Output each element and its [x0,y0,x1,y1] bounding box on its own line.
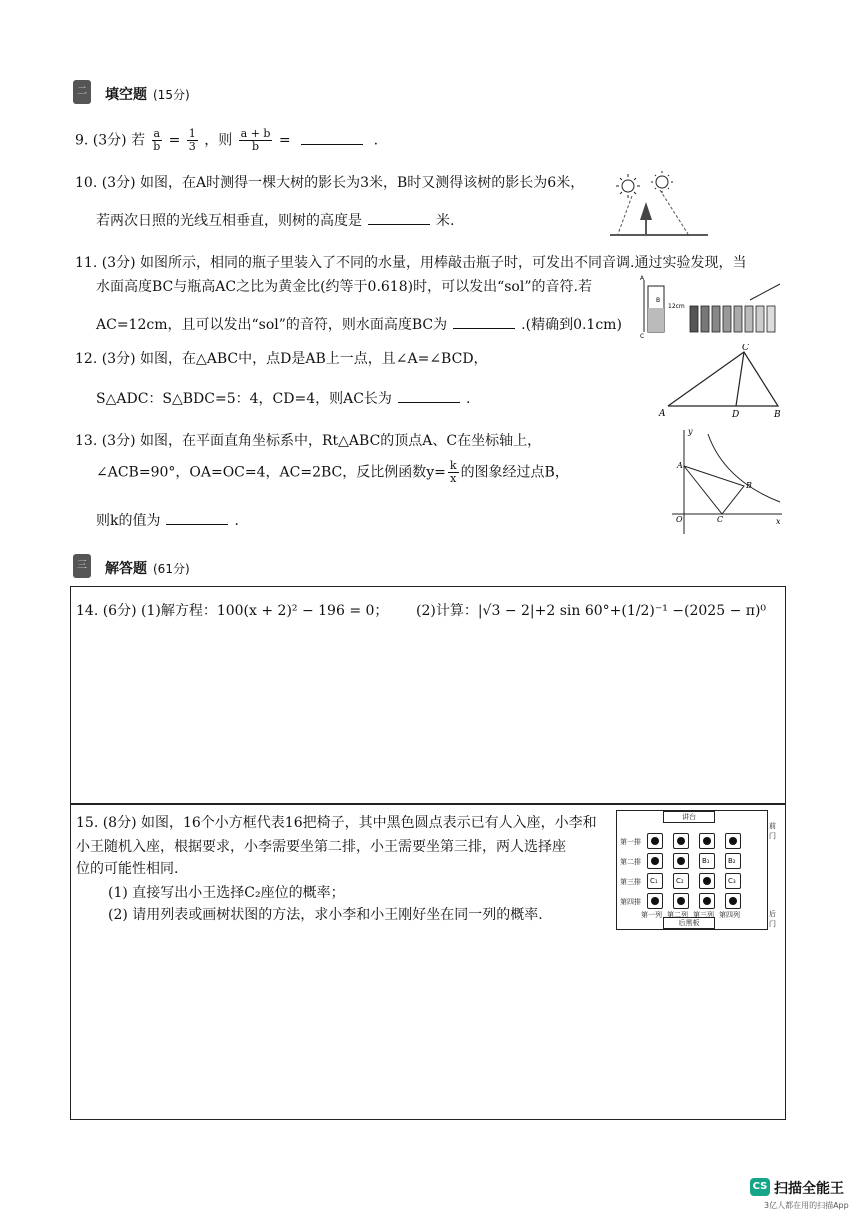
q13-text3: 则k的值为 [96,513,161,529]
q12-line2 [96,388,470,408]
q13-line1: 13. (3分) 如图，在平面直角坐标系中，Rt△ABC的顶点A、C在坐标轴上， [75,433,542,449]
q14-part1: 14. (6分) (1)解方程：100(x + 2)² − 196 = 0； [76,603,389,619]
q15-line1: 15. (8分) 如图，16个小方框代表16把椅子，其中黑色圆点表示已有人入座，小李和 [76,815,597,831]
num: a + b [240,127,271,140]
seat-occupied [673,893,689,909]
q12-text: S△ADC：S△BDC=5：4，CD=4，则AC长为 [96,391,392,407]
q11-text: AC=12cm，且可以发出“sol”的音符，则水面高度BC为 [96,317,448,333]
q13-text: ∠ACB=90°，OA=OC=4，AC=2BC，反比例函数y= [96,464,446,481]
q12-line1: 12. (3分) 如图，在△ABC中，点D是AB上一点，且∠A=∠BCD， [75,351,488,367]
q13-k-over-x [448,460,459,485]
q10-tree-figure [608,170,712,242]
q10-line2 [96,210,454,230]
bottle-height-label: 12cm [668,303,685,310]
q9-fraction-one-third [187,128,198,153]
answer-blank[interactable] [301,132,363,145]
q9-fraction-a-b [152,128,163,153]
section-title-fill [105,84,190,104]
section-badge-solve: 三 [73,554,91,578]
door-front: 前门 [769,822,776,840]
section-score: (61分) [153,562,190,576]
num: a [153,127,161,140]
svg-text:C: C [640,333,645,340]
seat-occupied [699,893,715,909]
q9-mid: ，则 [204,132,233,149]
row-label: 第四排 [620,898,641,906]
q11-end: .(精确到0.1cm) [521,317,622,333]
col-label: 第二列 [667,911,688,919]
label-x: x [776,517,781,526]
label-C: C [717,515,724,524]
q12-end: . [465,391,471,407]
footer-brand: 扫描全能王 [774,1181,844,1197]
seat-occupied [673,833,689,849]
q9-eq: = [168,132,181,149]
sun-icon [651,171,673,193]
seat-C2[interactable]: C₂ [673,873,689,889]
q9-fraction-ab-b [239,128,273,153]
q9-eq2: = [278,132,291,149]
back-board: 后黑板 [663,917,715,929]
footer-sub: 3亿人都在用的扫描App [764,1201,849,1210]
seat-occupied [647,833,663,849]
q15-sub1: (1) 直接写出小王选择C₂座位的概率； [108,885,345,901]
den: 3 [188,140,196,153]
q15-line3: 位的可能性相同. [76,861,179,877]
q13-line2 [96,460,569,485]
label-B: B [774,410,781,420]
label-A: A [659,409,666,419]
seat-occupied [673,853,689,869]
podium: 讲台 [663,811,715,823]
num: k [449,459,457,472]
label-y: y [688,427,693,436]
seat-B1[interactable]: B₁ [699,853,715,869]
question-9 [75,128,378,153]
door-back: 后门 [769,910,776,928]
q9-end: . [373,132,379,149]
seat-occupied [725,833,741,849]
q12-triangle-figure [656,344,786,422]
q9-prefix: 9. (3分) 若 [75,132,146,149]
section-title-solve [105,558,190,578]
den: b [153,140,161,153]
row-label: 第二排 [620,858,641,866]
col-label: 第一列 [641,911,662,919]
seat-C1[interactable]: C₁ [647,873,663,889]
camscanner-logo-icon: CS [750,1178,770,1196]
section-badge-fill: 二 [73,80,91,104]
q11-line3 [96,314,622,334]
q10-line1: 10. (3分) 如图，在A时测得一棵大树的影长为3米，B时又测得该树的影长为6米， [75,175,585,191]
svg-text:A: A [640,275,645,282]
num: 1 [188,127,196,140]
answer-blank[interactable] [166,512,228,525]
den: x [450,472,457,485]
q11-line2: 水面高度BC与瓶高AC之比为黄金比(约等于0.618)时，可以发出“sol”的音符.若 [96,279,592,295]
seat-occupied [699,833,715,849]
sun-icon [616,174,640,198]
seat-occupied [647,893,663,909]
row-label: 第三排 [620,878,641,886]
seat-occupied [647,853,663,869]
q14-part2: (2)计算：|√3 − 2|+2 sin 60°+(1/2)⁻¹ −(2025 − π)⁰ [416,603,767,619]
tree-icon [640,202,652,220]
bottle-row-icon [690,306,775,332]
seat-C3[interactable]: C₃ [725,873,741,889]
q10-unit: 米. [436,213,455,229]
seat-occupied [725,893,741,909]
q13-line3 [96,510,239,530]
q13-coordinate-figure [664,424,786,540]
section-title-text: 填空题 [105,87,147,103]
row-label: 第一排 [620,838,641,846]
col-label: 第三列 [693,911,714,919]
q15-sub2: (2) 请用列表或画树状图的方法，求小李和小王刚好坐在同一列的概率. [108,907,543,923]
q13-text2: 的图象经过点B， [460,464,569,481]
seat-occupied [699,873,715,889]
col-label: 第四列 [719,911,740,919]
answer-blank[interactable] [368,212,430,225]
q10-text: 若两次日照的光线互相垂直，则树的高度是 [96,213,362,229]
section-title-text: 解答题 [105,561,147,577]
q11-bottles-figure [640,272,790,340]
den: b [252,140,260,153]
svg-text:B: B [656,297,661,304]
q15-seating-figure [616,810,776,930]
q15-line2: 小王随机入座，根据要求，小李需要坐第二排，小王需要坐第三排，两人选择座 [76,839,566,855]
label-D: D [732,410,740,420]
answer-blank[interactable] [453,316,515,329]
section-score: (15分) [153,88,190,102]
label-B: B [746,481,752,490]
label-C: C [742,344,749,353]
answer-blank[interactable] [398,390,460,403]
label-O: O [676,515,683,524]
seat-B2[interactable]: B₂ [725,853,741,869]
label-A: A [677,461,683,470]
q11-line1: 11. (3分) 如图所示，相同的瓶子里装入了不同的水量，用棒敲击瓶子时，可发出不同音调.通过实验发现，当 [75,255,747,271]
q13-end: . [234,513,239,529]
